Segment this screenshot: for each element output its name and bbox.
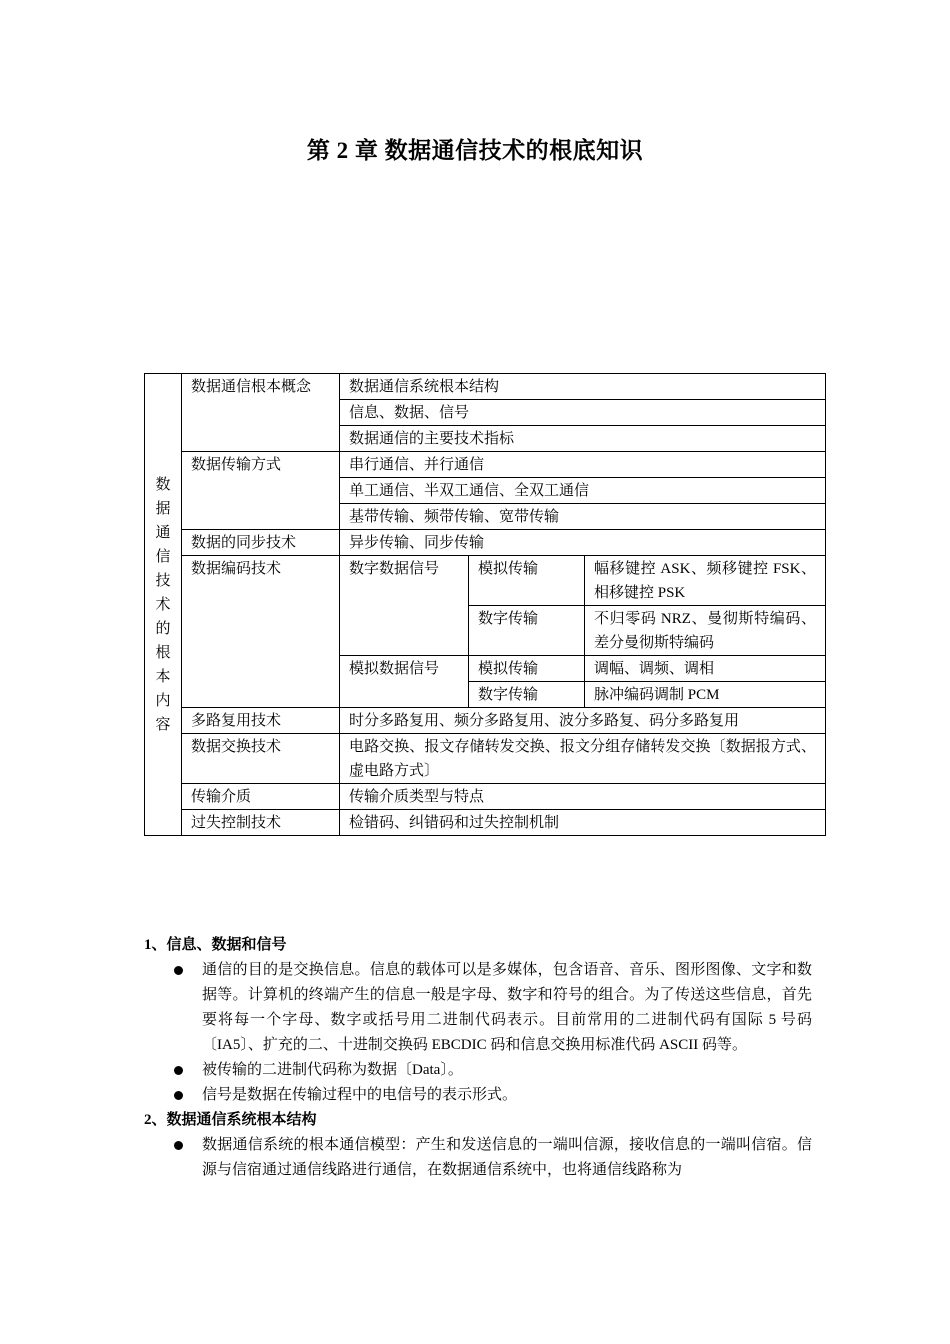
bullet-list [144,958,812,1108]
category-transmission-modes: 数据传输方式 [182,452,340,530]
table-cell: 脉冲编码调制 PCM [585,682,826,708]
category-encoding: 数据编码技术 [182,556,340,708]
table-cell: 数字传输 [469,606,585,656]
category-sync: 数据的同步技术 [182,530,340,556]
table-cell: 传输介质类型与特点 [340,784,826,810]
list-item: 被传输的二进制代码称为数据〔Data〕。 [144,1058,812,1083]
side-label: 数 据 通 信 技 术 的 根 本 内 容 [145,374,182,836]
category-error-control: 过失控制技术 [182,810,340,836]
table-cell: 检错码、纠错码和过失控制机制 [340,810,826,836]
bullet-icon [174,1141,183,1150]
table-cell: 模拟传输 [469,656,585,682]
bullet-list [144,1133,812,1183]
table-cell: 信息、数据、信号 [340,400,826,426]
category-basic-concepts: 数据通信根本概念 [182,374,340,452]
table-cell: 调幅、调频、调相 [585,656,826,682]
bullet-icon [174,1066,183,1075]
category-multiplexing: 多路复用技术 [182,708,340,734]
page-title: 第 2 章 数据通信技术的根底知识 [306,138,644,163]
section-heading: 2、数据通信系统根本结构 [144,1112,317,1128]
table-cell: 幅移键控 ASK、频移键控 FSK、相移键控 PSK [585,556,826,606]
bullet-icon [174,966,183,975]
table-cell: 数字传输 [469,682,585,708]
analog-data-signal: 模拟数据信号 [340,656,469,708]
table-cell: 串行通信、并行通信 [340,452,826,478]
table-cell: 异步传输、同步传输 [340,530,826,556]
table-cell: 数据通信系统根本结构 [340,374,826,400]
table-cell: 单工通信、半双工通信、全双工通信 [340,478,826,504]
category-switching: 数据交换技术 [182,734,340,784]
body-text [144,933,812,1183]
content-outline-table [144,373,826,836]
section-heading: 1、信息、数据和信号 [144,937,287,953]
table-cell: 基带传输、频带传输、宽带传输 [340,504,826,530]
list-item: 通信的目的是交换信息。信息的载体可以是多媒体，包含语音、音乐、图形图像、文字和数据等。计算机的终端产生的信息一般是字母、数字和符号的组合。为了传送这些信息，首先要将每一个字母、数字或括号用二进制代码表示。目前常用的二进制代码有国际 5 号码〔IA5〕、扩充的二、十进制交换码 EBCDIC 码和信息交换用标准代码 ASCII 码等。 [144,958,812,1058]
list-item: 信号是数据在传输过程中的电信号的表示形式。 [144,1083,812,1108]
digital-data-signal: 数字数据信号 [340,556,469,656]
list-item: 数据通信系统的根本通信模型：产生和发送信息的一端叫信源，接收信息的一端叫信宿。信源与信宿通过通信线路进行通信，在数据通信系统中，也将通信线路称为 [144,1133,812,1183]
bullet-icon [174,1091,183,1100]
category-medium: 传输介质 [182,784,340,810]
table-cell: 时分多路复用、频分多路复用、波分多路复、码分多路复用 [340,708,826,734]
table-cell: 不归零码 NRZ、曼彻斯特编码、差分曼彻斯特编码 [585,606,826,656]
table-cell: 数据通信的主要技术指标 [340,426,826,452]
table-cell: 模拟传输 [469,556,585,606]
table-cell: 电路交换、报文存储转发交换、报文分组存储转发交换〔数据报方式、虚电路方式〕 [340,734,826,784]
